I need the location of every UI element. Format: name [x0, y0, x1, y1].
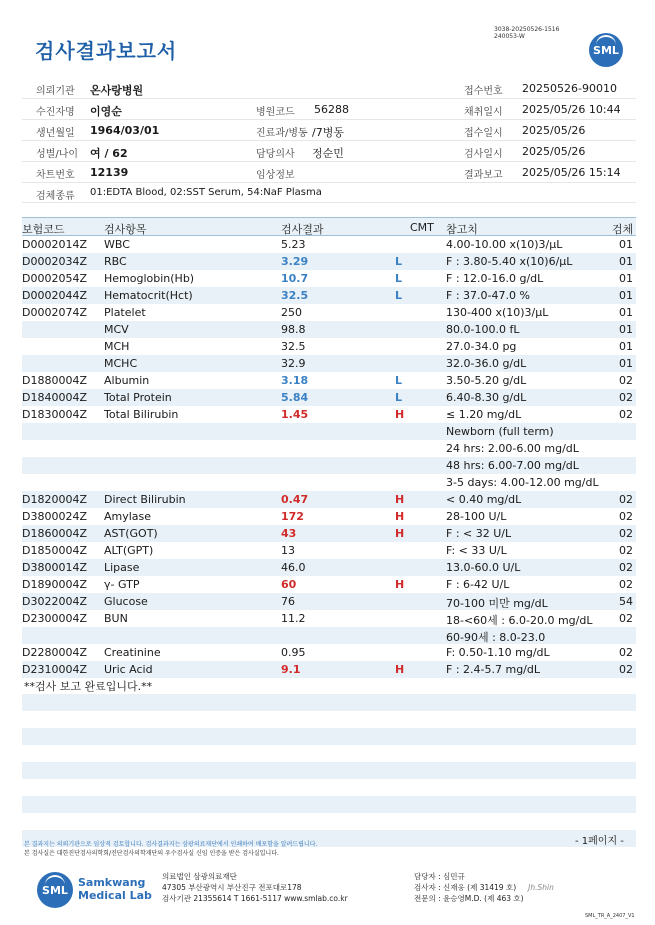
test-name: MCV	[104, 323, 129, 336]
test-result: 32.5	[281, 289, 309, 302]
blank-rows	[22, 694, 636, 847]
reference-range: F: < 33 U/L	[446, 544, 507, 557]
specimen-code: 02	[619, 374, 633, 387]
test-result: 13	[281, 544, 295, 557]
doctor: 정순민	[312, 147, 344, 160]
reference-range: F: 0.50-1.10 mg/dL	[446, 646, 550, 659]
reference-range: 60-90세 : 8.0-23.0	[446, 631, 546, 644]
test-name: Total Bilirubin	[104, 408, 179, 421]
brand-name: Samkwang Medical Lab	[78, 876, 152, 902]
test-code: D1840004Z	[22, 391, 87, 404]
test-result: 0.95	[281, 646, 306, 659]
reference-range: 80.0-100.0 fL	[446, 323, 520, 336]
info-row: 성별/나이 여 / 62 담당의사 정순민 검사일시 2025/05/26	[22, 141, 636, 162]
specimen-code: 01	[619, 340, 633, 353]
reference-range: 32.0-36.0 g/dL	[446, 357, 527, 370]
specimen-code: 02	[619, 391, 633, 404]
table-row	[22, 576, 636, 593]
test-name: Hemoglobin(Hb)	[104, 272, 195, 285]
test-name: Total Protein	[104, 391, 172, 404]
reference-range: 24 hrs: 2.00-6.00 mg/dL	[446, 442, 579, 455]
reference-range: F : 6-42 U/L	[446, 578, 510, 591]
table-row	[22, 610, 636, 627]
test-name: Direct Bilirubin	[104, 493, 186, 506]
table-row	[22, 304, 636, 321]
test-code: D1820004Z	[22, 493, 87, 506]
table-row	[22, 423, 636, 440]
hospital-code: 56288	[314, 103, 349, 116]
table-row	[22, 440, 636, 457]
patient-info-section	[22, 78, 636, 203]
test-result: 11.2	[281, 612, 306, 625]
sml-footer-logo: SML	[37, 872, 73, 908]
table-row	[22, 542, 636, 559]
institution: 온사랑병원	[90, 84, 144, 97]
result-flag: L	[395, 289, 403, 302]
test-code: D2280004Z	[22, 646, 87, 659]
test-result: 5.23	[281, 238, 306, 251]
result-flag: H	[395, 510, 405, 523]
completion-note: **검사 보고 완료입니다.**	[24, 680, 153, 693]
test-code: D2300004Z	[22, 612, 87, 625]
test-name: BUN	[104, 612, 128, 625]
table-row	[22, 372, 636, 389]
test-code: D2310004Z	[22, 663, 87, 676]
test-result: 1.45	[281, 408, 309, 421]
test-name: Lipase	[104, 561, 140, 574]
test-result: 9.1	[281, 663, 301, 676]
table-row	[22, 406, 636, 423]
specimen-code: 02	[619, 408, 633, 421]
test-name: Hematocrit(Hct)	[104, 289, 193, 302]
specimen-types: 01:EDTA Blood, 02:SST Serum, 54:NaF Plasma	[90, 187, 322, 198]
specimen-code: 01	[619, 255, 633, 268]
result-flag: H	[395, 578, 405, 591]
test-result: 10.7	[281, 272, 309, 285]
test-name: γ- GTP	[104, 578, 140, 591]
specimen-code: 02	[619, 510, 633, 523]
test-name: AST(GOT)	[104, 527, 158, 540]
table-row	[22, 270, 636, 287]
test-name: Platelet	[104, 306, 146, 319]
test-name: WBC	[104, 238, 130, 251]
reference-range: 27.0-34.0 pg	[446, 340, 517, 353]
reference-range: Newborn (full term)	[446, 425, 554, 438]
table-row	[22, 253, 636, 270]
document-id: 3038-20250526-1516 240053-W	[494, 26, 560, 40]
receipt-date: 2025/05/26	[522, 124, 586, 137]
specimen-code: 02	[619, 646, 633, 659]
receipt-number: 20250526-90010	[522, 82, 617, 95]
test-name: Glucose	[104, 595, 148, 608]
specimen-code: 02	[619, 612, 633, 625]
table-row	[22, 474, 636, 491]
reference-range: 130-400 x(10)3/μL	[446, 306, 549, 319]
test-code: D0002014Z	[22, 238, 87, 251]
test-code: D1860004Z	[22, 527, 87, 540]
result-flag: L	[395, 255, 403, 268]
test-code: D0002074Z	[22, 306, 87, 319]
sml-logo: SML	[589, 33, 623, 67]
specimen-code: 02	[619, 544, 633, 557]
test-code: D0002054Z	[22, 272, 87, 285]
table-header: 보험코드 검사항목 검사결과 CMT 참고치 검체	[22, 217, 636, 236]
result-flag: L	[395, 374, 403, 387]
specimen-code: 01	[619, 272, 633, 285]
sex-age: 여 / 62	[90, 147, 128, 160]
table-row	[22, 321, 636, 338]
test-result: 0.47	[281, 493, 309, 506]
test-result: 43	[281, 527, 297, 540]
table-row	[22, 389, 636, 406]
chart-number: 12139	[90, 166, 129, 179]
date-of-birth: 1964/03/01	[90, 124, 160, 137]
patient-name: 이영순	[90, 105, 122, 118]
table-row	[22, 559, 636, 576]
specimen-code: 02	[619, 578, 633, 591]
specimen-code: 01	[619, 357, 633, 370]
info-row: 의뢰기관 온사랑병원 접수번호 20250526-90010	[22, 78, 636, 99]
table-row	[22, 508, 636, 525]
reference-range: 28-100 U/L	[446, 510, 507, 523]
test-name: ALT(GPT)	[104, 544, 154, 557]
specimen-code: 02	[619, 493, 633, 506]
reference-range: 4.00-10.00 x(10)3/μL	[446, 238, 563, 251]
test-code: D1880004Z	[22, 374, 87, 387]
table-row	[22, 236, 636, 253]
result-flag: H	[395, 408, 405, 421]
test-code: D1850004Z	[22, 544, 87, 557]
specimen-code: 01	[619, 238, 633, 251]
table-row	[22, 593, 636, 610]
reference-range: 48 hrs: 6.00-7.00 mg/dL	[446, 459, 579, 472]
test-result: 250	[281, 306, 302, 319]
reference-range: 6.40-8.30 g/dL	[446, 391, 527, 404]
footer-notes: 본 결과지는 의뢰기관으로 임상적 검토합니다. 검사결과지는 삼광의료재단에서 인쇄하여 배포함을 알려드립니다. 본 검사실은 대한진단검사의학회/진단검사의학재단의 우수검사실 신임 인증을 받은 검사실입니다.	[24, 841, 318, 857]
form-code: SML_TR_A_2407_V1	[585, 913, 635, 919]
test-result: 76	[281, 595, 295, 608]
result-flag: H	[395, 527, 405, 540]
collection-time: 2025/05/26 10:44	[522, 103, 621, 116]
test-code: D1890004Z	[22, 578, 87, 591]
lab-staff: 담당자 : 심민규 검사자 : 신재웅 (제 31419 호) Jh.Shin 전문의 : 윤승영M.D. (제 463 호)	[414, 872, 554, 903]
specimen-code: 02	[619, 527, 633, 540]
signature: Jh.Shin	[528, 883, 554, 892]
result-flag: H	[395, 493, 405, 506]
test-name: MCH	[104, 340, 130, 353]
specimen-code: 02	[619, 561, 633, 574]
test-result: 3.18	[281, 374, 309, 387]
specimen-code: 54	[619, 595, 633, 608]
info-row: 차트번호 12139 임상정보 결과보고 2025/05/26 15:14	[22, 162, 636, 183]
test-date: 2025/05/26	[522, 145, 586, 158]
test-result: 32.5	[281, 340, 306, 353]
reference-range: F : < 32 U/L	[446, 527, 512, 540]
reference-range: 13.0-60.0 U/L	[446, 561, 521, 574]
result-flag: L	[395, 272, 403, 285]
reference-range: ≤ 1.20 mg/dL	[446, 408, 522, 421]
test-name: Creatinine	[104, 646, 161, 659]
table-row	[22, 525, 636, 542]
specimen-code: 01	[619, 289, 633, 302]
test-result: 46.0	[281, 561, 306, 574]
table-row	[22, 338, 636, 355]
test-name: MCHC	[104, 357, 138, 370]
test-name: Albumin	[104, 374, 150, 387]
specimen-code: 02	[619, 663, 633, 676]
specimen-code: 01	[619, 323, 633, 336]
page-number: - 1페이지 -	[575, 836, 624, 847]
test-result: 60	[281, 578, 297, 591]
results-table	[22, 217, 636, 678]
test-result: 5.84	[281, 391, 309, 404]
table-row	[22, 287, 636, 304]
test-code: D1830004Z	[22, 408, 87, 421]
reference-range: 18-<60세 : 6.0-20.0 mg/dL	[446, 614, 593, 627]
table-row	[22, 627, 636, 644]
test-name: Amylase	[104, 510, 152, 523]
reference-range: < 0.40 mg/dL	[446, 493, 522, 506]
table-row	[22, 491, 636, 508]
reference-range: 70-100 미만 mg/dL	[446, 597, 548, 610]
info-row: 수진자명 이영순 병원코드 56288 채취일시 2025/05/26 10:44	[22, 99, 636, 120]
test-code: D3800014Z	[22, 561, 87, 574]
reference-range: F : 37.0-47.0 %	[446, 289, 530, 302]
table-row	[22, 457, 636, 474]
reference-range: 3.50-5.20 g/dL	[446, 374, 527, 387]
report-time: 2025/05/26 15:14	[522, 166, 621, 179]
lab-address: 의료법인 삼광의료재단 47305 부산광역시 부산진구 전포대로178 검사기관 21355614 T 1661-5117 www.smlab.co.kr	[162, 872, 348, 903]
result-flag: H	[395, 663, 405, 676]
reference-range: 3-5 days: 4.00-12.00 mg/dL	[446, 476, 599, 489]
test-result: 98.8	[281, 323, 306, 336]
test-result: 172	[281, 510, 304, 523]
table-row	[22, 355, 636, 372]
test-result: 32.9	[281, 357, 306, 370]
reference-range: F : 3.80-5.40 x(10)6/μL	[446, 255, 573, 268]
test-code: D0002044Z	[22, 289, 87, 302]
test-name: RBC	[104, 255, 127, 268]
test-code: D3800024Z	[22, 510, 87, 523]
specimen-code: 01	[619, 306, 633, 319]
table-row	[22, 644, 636, 661]
department: /7병동	[312, 126, 344, 139]
info-row: 생년월일 1964/03/01 진료과/병동 /7병동 접수일시 2025/05/26	[22, 120, 636, 141]
result-flag: L	[395, 391, 403, 404]
test-code: D0002034Z	[22, 255, 87, 268]
test-code: D3022004Z	[22, 595, 87, 608]
test-result: 3.29	[281, 255, 309, 268]
table-row	[22, 661, 636, 678]
test-name: Uric Acid	[104, 663, 153, 676]
info-row: 검체종류 01:EDTA Blood, 02:SST Serum, 54:NaF Plasma	[22, 183, 636, 203]
reference-range: F : 2.4-5.7 mg/dL	[446, 663, 540, 676]
report-title: 검사결과보고서	[35, 39, 178, 63]
reference-range: F : 12.0-16.0 g/dL	[446, 272, 544, 285]
